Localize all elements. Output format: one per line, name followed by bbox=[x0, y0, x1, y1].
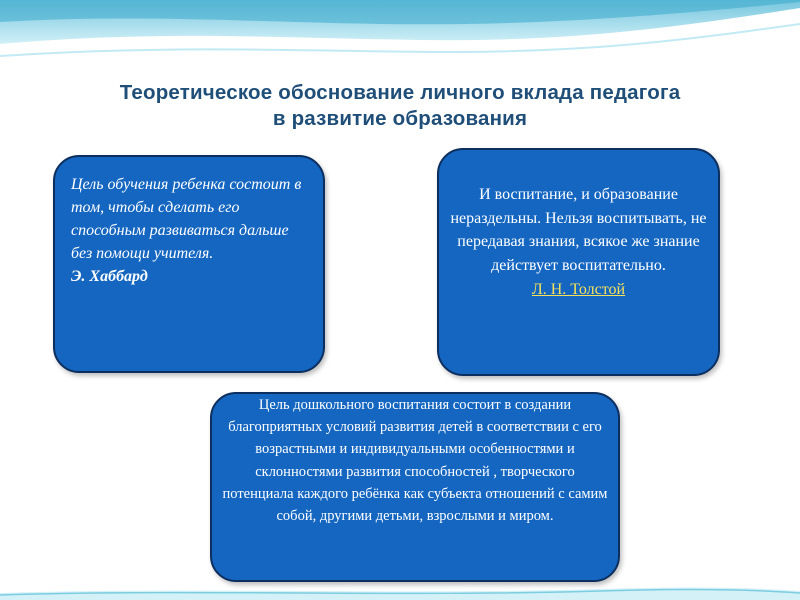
decorative-wave-top bbox=[0, 0, 800, 70]
quote-author-tolstoy-link[interactable]: Л. Н. Толстой bbox=[531, 281, 626, 298]
goal-box-bottom bbox=[210, 392, 620, 582]
goal-text: Цель дошкольного воспитания состоит в создании благоприятных условий развития детей в соответствии с его возрастными и индивидуальными особенностями и склонностями развития способностей , творческого потенциала каждого ребёнка как субъекта отношений с самим собой, другими детьми, взрослыми и миром. bbox=[222, 397, 608, 525]
quote-text-tolstoy: И воспитание, и образование нераздельны. Нельзя воспитывать, не передавая знания, всякое же знание действует воспитательно. bbox=[450, 186, 707, 274]
quote-author-hubbard: Э. Хаббард bbox=[71, 268, 148, 285]
quote-box-right bbox=[437, 148, 720, 376]
quote-box-left bbox=[53, 155, 325, 373]
slide-title-line-2: в развитие образования bbox=[272, 107, 528, 130]
slide-title bbox=[30, 80, 770, 132]
slide-title-line-1: Теоретическое обоснование личного вклада педагога bbox=[119, 81, 681, 104]
decorative-wave-bottom bbox=[0, 585, 800, 600]
quote-text-hubbard: Цель обучения ребенка состоит в том, чтобы сделать его способным развиваться дальше без помощи учителя. bbox=[71, 176, 302, 262]
